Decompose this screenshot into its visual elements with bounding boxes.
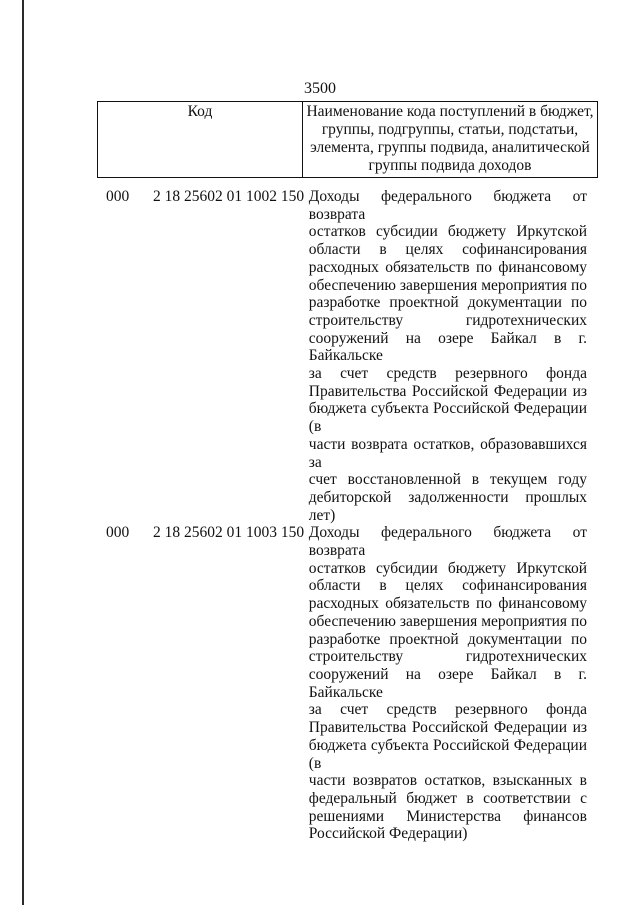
- revenue-code-list: [97, 188, 587, 843]
- description-line: счет восстановленной в текущем году: [308, 471, 587, 489]
- description-line: федеральный бюджет в соответствии с: [308, 789, 587, 807]
- description-line: разработке проектной документации по: [308, 630, 587, 648]
- name-header-line: группы, подгруппы, статьи, подстатьи,: [321, 121, 579, 138]
- description-line: Российской Федерации): [308, 825, 468, 843]
- description-line: части возврата остатков, образовавшихся за: [308, 435, 587, 471]
- description-line: за счет средств резервного фонда: [308, 701, 587, 719]
- description-line: строительству гидротехнических: [308, 648, 587, 666]
- name-header-line: Наименование кода поступлений в бюджет,: [306, 103, 594, 120]
- description-line: Правительства Российской Федерации из: [308, 719, 587, 737]
- description-line: сооружений на озере Байкал в г. Байкальске: [308, 665, 587, 701]
- revenue-description: [309, 188, 587, 524]
- table-row: [97, 188, 587, 524]
- description-line: за счет средств резервного фонда: [308, 365, 587, 383]
- description-line: дебиторской задолженности прошлых лет): [308, 488, 587, 524]
- revenue-code: 2 18 25602 01 1002 150: [153, 188, 305, 205]
- description-line: расходных обязательств по финансовому: [308, 258, 587, 276]
- description-line: обеспечению завершения мероприятия по: [308, 276, 587, 294]
- name-header-line: элемента, группы подвида, аналитической: [310, 139, 590, 156]
- header-table: [97, 101, 598, 178]
- description-line: строительству гидротехнических: [308, 311, 587, 329]
- description-line: разработке проектной документации по: [308, 294, 587, 312]
- description-line: бюджета субъекта Российской Федерации (в: [308, 736, 587, 772]
- name-header-line: группы подвида доходов: [368, 157, 532, 174]
- description-line: области в целях софинансирования: [308, 577, 587, 595]
- description-line: расходных обязательств по финансовому: [308, 595, 587, 613]
- name-column-header: [303, 102, 598, 178]
- description-line: решениями Министерства финансов: [308, 807, 587, 825]
- code-column-header: Код: [98, 102, 303, 178]
- description-line: Доходы федерального бюджета от возврата: [308, 188, 587, 223]
- description-line: сооружений на озере Байкал в г. Байкальске: [308, 329, 587, 365]
- scan-edge: [22, 0, 24, 905]
- description-line: Правительства Российской Федерации из: [308, 382, 587, 400]
- revenue-description: [309, 524, 587, 843]
- admin-code: 000: [106, 188, 130, 205]
- admin-code: 000: [106, 524, 130, 542]
- description-line: области в целях софинансирования: [308, 241, 587, 259]
- description-line: остатков субсидии бюджету Иркутской: [308, 223, 587, 241]
- description-line: обеспечению завершения мероприятия по: [308, 612, 587, 630]
- revenue-code: 2 18 25602 01 1003 150: [153, 524, 305, 542]
- description-line: части возвратов остатков, взысканных в: [308, 772, 587, 790]
- description-line: остатков субсидии бюджету Иркутской: [308, 559, 587, 577]
- description-line: Доходы федерального бюджета от возврата: [308, 524, 587, 560]
- table-row: [97, 524, 587, 843]
- page-number: 3500: [304, 80, 336, 97]
- description-line: бюджета субъекта Российской Федерации (в: [308, 400, 587, 436]
